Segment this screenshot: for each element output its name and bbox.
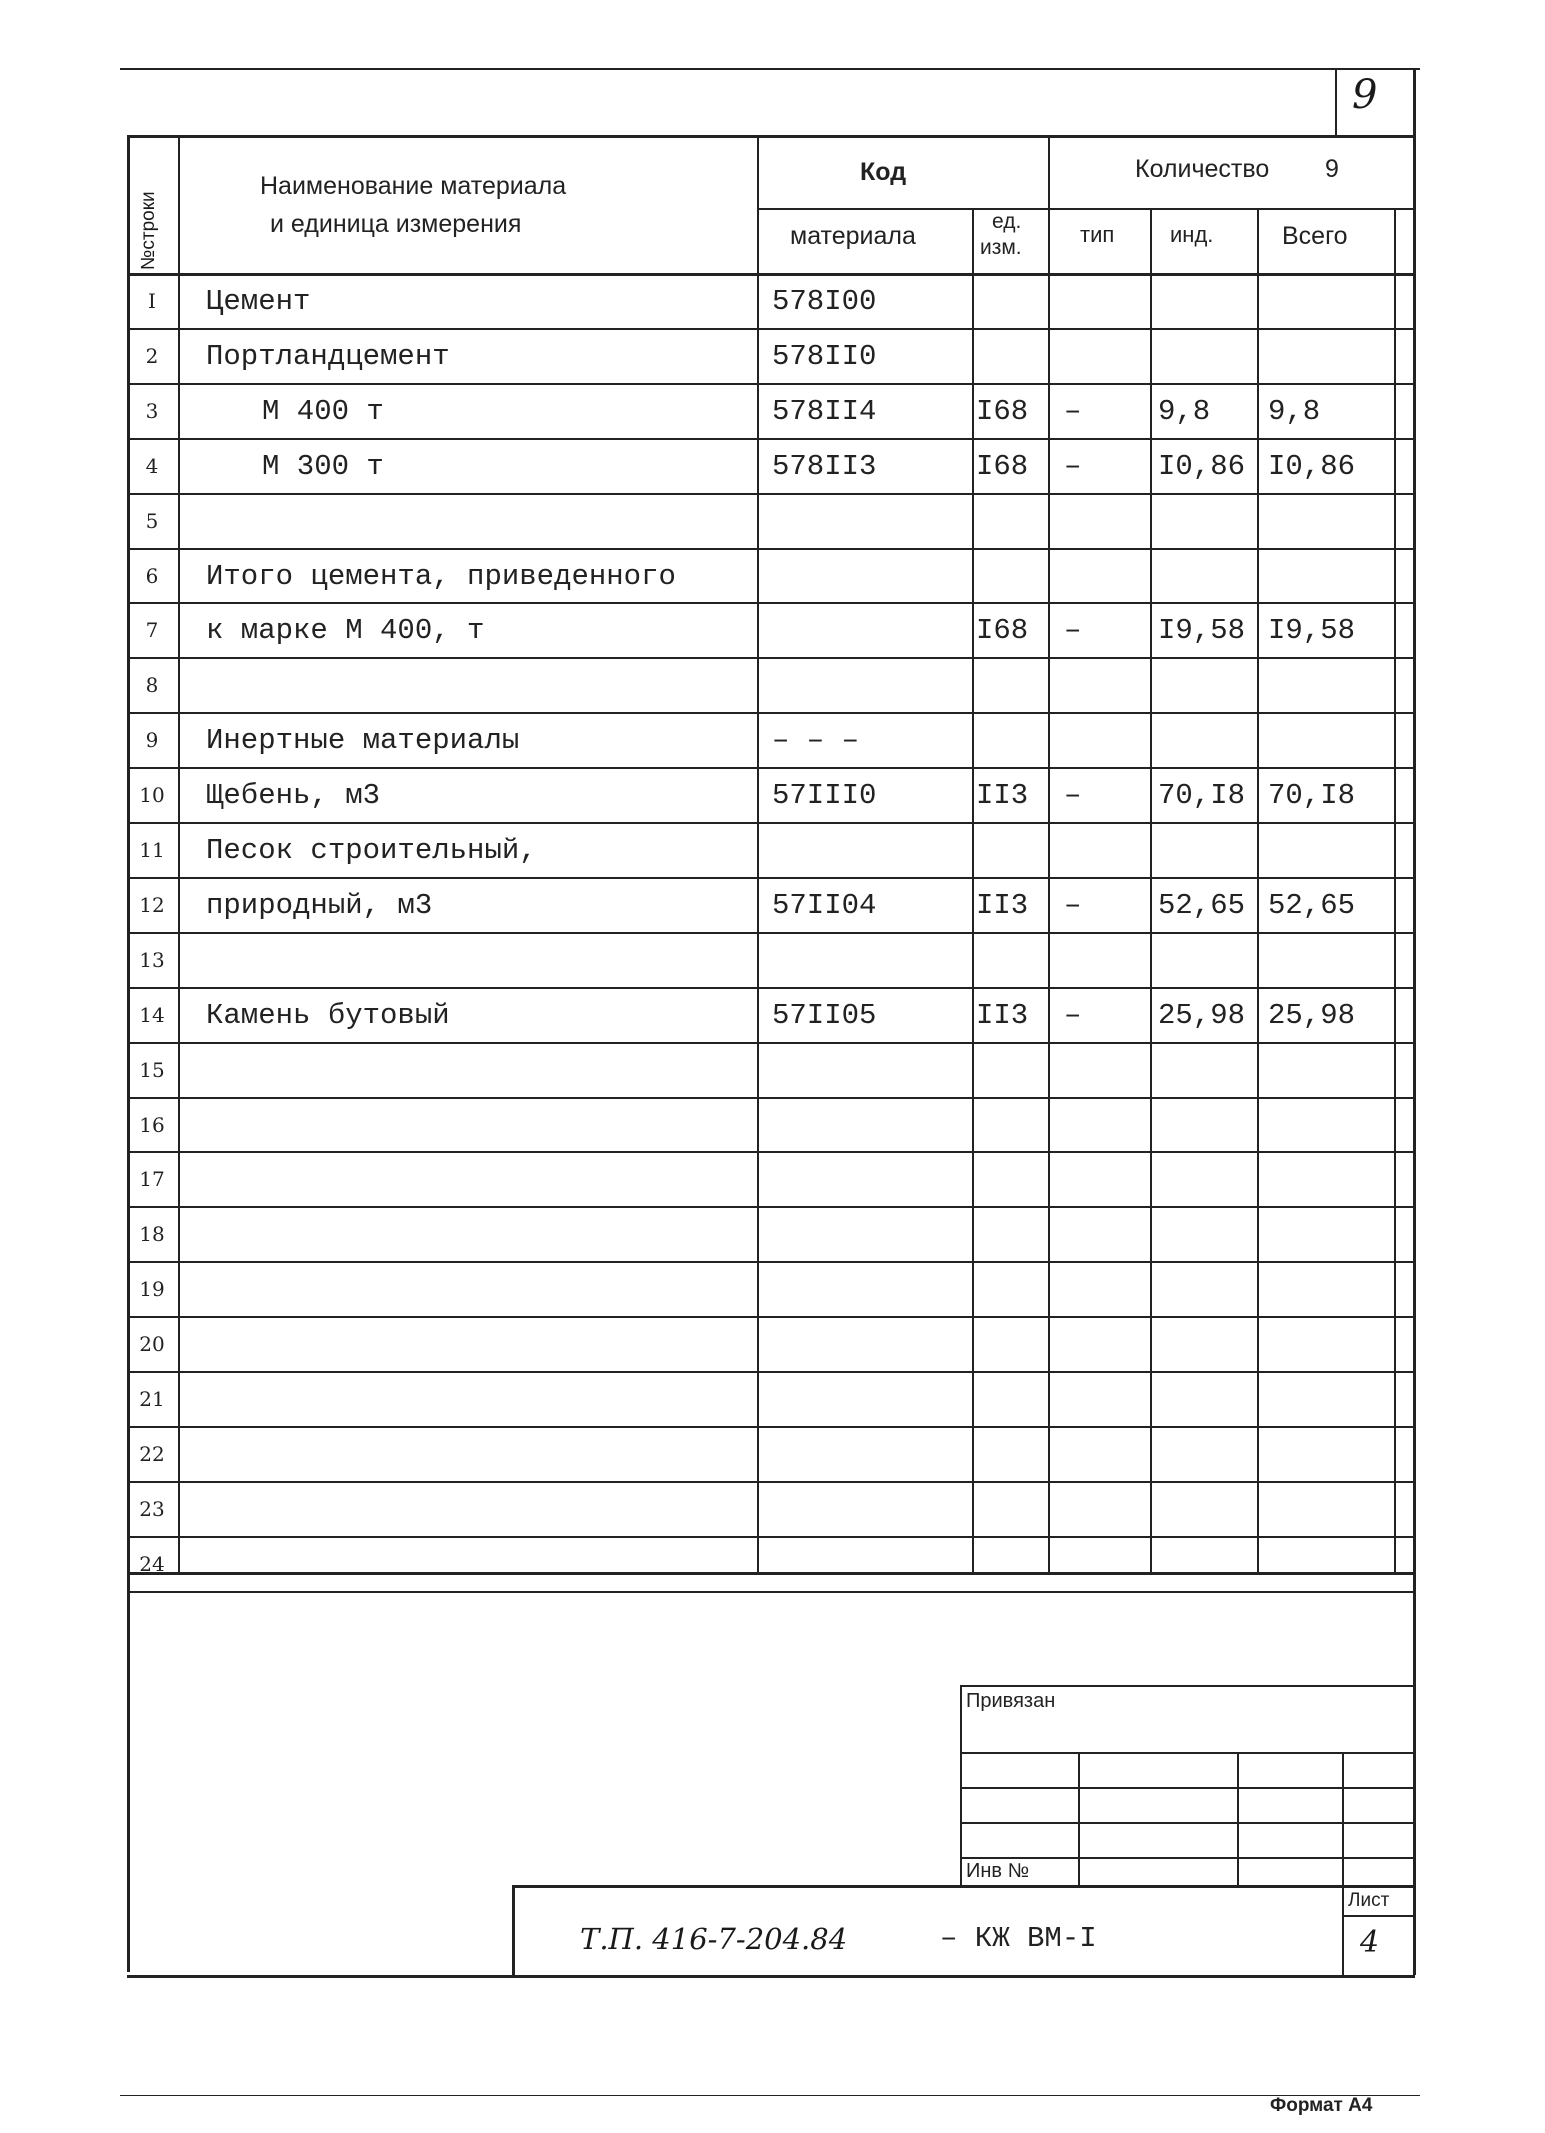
material-name: Щебень, м3 (206, 779, 381, 812)
qty-ind: 70,I8 (1158, 779, 1246, 812)
row-number: 7 (145, 618, 159, 642)
row-number: I (148, 289, 156, 313)
unit-code: II3 (976, 999, 1029, 1032)
row-number: 18 (139, 1222, 165, 1246)
row-number: 16 (139, 1113, 165, 1137)
row-number: 14 (139, 1003, 165, 1027)
qty-total: 52,65 (1268, 889, 1356, 922)
row-number: 4 (145, 454, 159, 478)
qty-type: – (1064, 614, 1082, 647)
document-suffix: – КЖ ВМ-I (940, 1922, 1097, 1955)
inventory-number-label: Инв № (966, 1860, 1030, 1882)
material-code: 57II04 (772, 889, 877, 922)
qty-ind: I0,86 (1158, 450, 1246, 483)
row-number: 15 (139, 1058, 165, 1082)
unit-code: II3 (976, 889, 1029, 922)
row-number: 5 (145, 509, 159, 533)
row-number: 12 (139, 893, 165, 917)
document-code: Т.П. 416-7-204.84 (580, 1922, 848, 1956)
qty-ind-header: инд. (1170, 222, 1214, 247)
row-number: 17 (139, 1167, 165, 1191)
row-number: 10 (139, 783, 165, 807)
material-code: – – – (772, 724, 860, 757)
material-name: природный, м3 (206, 889, 433, 922)
qty-type-header: тип (1080, 222, 1115, 247)
material-name: Камень бутовый (206, 999, 450, 1032)
unit-code: I68 (976, 450, 1029, 483)
qty-total-header: Всего (1282, 222, 1348, 250)
material-code: 578II4 (772, 395, 877, 428)
binding-label: Привязан (966, 1690, 1056, 1712)
qty-type: – (1064, 395, 1082, 428)
material-code: 57II05 (772, 999, 877, 1032)
name-header-line2: и единица измерения (270, 210, 522, 238)
qty-type: – (1064, 889, 1082, 922)
material-name: Песок строительный, (206, 834, 537, 867)
material-code: 578II3 (772, 450, 877, 483)
material-name: М 400 т (262, 395, 384, 428)
quantity-header: Количество (1135, 155, 1270, 183)
row-number: 2 (145, 344, 159, 368)
qty-total: 25,98 (1268, 999, 1356, 1032)
qty-total: 70,I8 (1268, 779, 1356, 812)
row-number: 3 (145, 399, 159, 423)
row-number: 23 (139, 1497, 165, 1521)
qty-type: – (1064, 450, 1082, 483)
code-material-header: материала (790, 222, 916, 250)
qty-ind: 25,98 (1158, 999, 1246, 1032)
unit-code: II3 (976, 779, 1029, 812)
material-name: Итого цемента, приведенного (206, 560, 676, 593)
unit-code: I68 (976, 395, 1029, 428)
qty-ind: 9,8 (1158, 395, 1211, 428)
qty-total: I9,58 (1268, 614, 1356, 647)
qty-type: – (1064, 999, 1082, 1032)
code-unit-header-line1: ед. (992, 210, 1022, 233)
row-number: 13 (139, 948, 165, 972)
row-number: 21 (139, 1387, 165, 1411)
code-unit-header-line2: изм. (980, 236, 1022, 259)
format-label: Формат А4 (1270, 2095, 1373, 2116)
quantity-count: 9 (1325, 155, 1339, 183)
material-name: к марке М 400, т (206, 614, 485, 647)
material-name: Цемент (206, 285, 311, 318)
material-code: 578II0 (772, 340, 877, 373)
row-number: 20 (139, 1332, 165, 1356)
sheet-label: Лист (1348, 1890, 1390, 1911)
row-number: 22 (139, 1442, 165, 1466)
page-number-mark: 9 (1352, 72, 1378, 118)
qty-total: I0,86 (1268, 450, 1356, 483)
code-header: Код (860, 158, 907, 186)
unit-code: I68 (976, 614, 1029, 647)
material-code: 57III0 (772, 779, 877, 812)
material-name: Портландцемент (206, 340, 450, 373)
qty-ind: 52,65 (1158, 889, 1246, 922)
rownum-header: №строки (138, 191, 159, 270)
qty-type: – (1064, 779, 1082, 812)
qty-ind: I9,58 (1158, 614, 1246, 647)
row-number: 11 (139, 838, 165, 862)
name-header-line1: Наименование материала (260, 172, 567, 200)
row-number: 8 (145, 673, 159, 697)
row-number: 24 (139, 1552, 165, 1576)
row-number: 9 (145, 728, 159, 752)
sheet-number: 4 (1360, 1925, 1380, 1960)
material-name: М 300 т (262, 450, 384, 483)
row-number: 19 (139, 1277, 165, 1301)
qty-total: 9,8 (1268, 395, 1321, 428)
row-number: 6 (145, 564, 159, 588)
material-name: Инертные материалы (206, 724, 520, 757)
material-code: 578I00 (772, 285, 877, 318)
